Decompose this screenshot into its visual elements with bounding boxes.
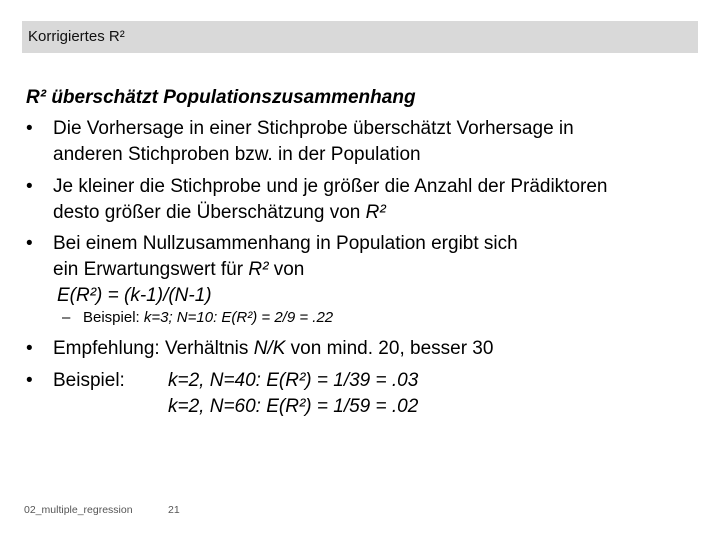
page-number: 21	[168, 504, 180, 516]
bullet-text: ein Erwartungswert für	[53, 259, 249, 280]
bullet-text: von	[268, 259, 305, 280]
bullet-continuation	[53, 257, 304, 283]
r-squared-symbol: R²	[248, 259, 269, 280]
recommendation-tail: von mind. 20, besser 30	[285, 338, 494, 359]
ratio-symbol: N/K	[253, 338, 286, 359]
bullet-symbol: •	[26, 118, 33, 139]
slide-heading: R² überschätzt Populationszusammenhang	[26, 87, 416, 108]
example-formula: k=2, N=40: E(R²) = 1/39 = .03	[168, 370, 419, 391]
bullet-symbol: •	[26, 176, 33, 197]
bullet-text: Die Vorhersage in einer Stichprobe überschätzt Vorhersage in	[53, 118, 574, 139]
slide-header-bar	[22, 21, 698, 53]
sub-bullet-symbol: –	[62, 309, 71, 326]
bullet-text: Bei einem Nullzusammenhang in Population ergibt sich	[53, 233, 518, 254]
bullet-symbol: •	[26, 338, 33, 359]
bullet-text	[53, 336, 493, 362]
example-label: Beispiel:	[53, 370, 125, 391]
bullet-symbol: •	[26, 370, 33, 391]
bullet-text: Je kleiner die Stichprobe und je größer die Anzahl der Prädiktoren	[53, 176, 608, 197]
footer-filename: 02_multiple_regression	[24, 504, 133, 516]
r-squared-symbol: R²	[365, 202, 386, 223]
bullet-text: desto größer die Überschätzung von	[53, 202, 366, 223]
bullet-symbol: •	[26, 233, 33, 254]
expectation-formula: E(R²) = (k-1)/(N-1)	[57, 285, 212, 306]
example-formula: k=3; N=10: E(R²) = 2/9 = .22	[143, 309, 334, 326]
bullet-continuation	[53, 200, 386, 226]
sub-bullet-text	[83, 309, 333, 326]
sub-bullet-label: Beispiel:	[83, 309, 144, 326]
bullet-continuation: anderen Stichproben bzw. in der Population	[53, 144, 421, 165]
header-title: Korrigiertes R²	[28, 28, 125, 45]
recommendation-text: Empfehlung: Verhältnis	[53, 338, 254, 359]
example-formula: k=2, N=60: E(R²) = 1/59 = .02	[168, 396, 419, 417]
